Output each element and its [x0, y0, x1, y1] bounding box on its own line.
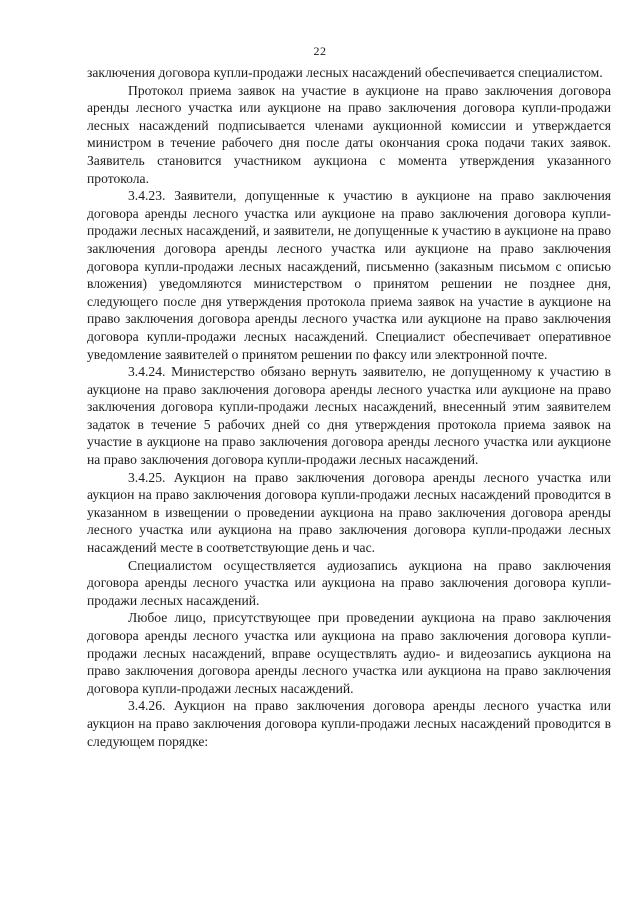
paragraph-continuation: заключения договора купли-продажи лесных насаждений обеспечивается специалистом.: [87, 65, 603, 80]
paragraph-protocol: Протокол приема заявок на участие в аукционе на право заключения договора аренды лесного участка или аукционе на право заключения договора купли-продажи лесных насаждений подписывается членами аукционной комиссии и утверждается министром в течение рабочего дня после даты окончания срока подачи таких заявок. Заявитель становится участником аукциона с момента утверждения указанного протокола.: [87, 82, 611, 186]
paragraph-3-4-26: 3.4.26. Аукцион на право заключения договора аренды лесного участка или аукцион на право заключения договора купли-продажи лесных насаждений проводится в следующем порядке:: [87, 698, 611, 749]
paragraph-3-4-23: 3.4.23. Заявители, допущенные к участию в аукционе на право заключения договора аренды лесного участка или аукционе на право заключения договора купли-продажи лесных насаждений, и заявители, не допущенные к участию в аукционе на право заключения договора аренды лесного участка или аукционе на право заключения договора купли-продажи лесных насаждений, письменно (заказным письмом с описью вложения) уведомляются министерством о принятом решении не позднее дня, следующего после дня утверждения протокола приема заявок на участие в аукционе на право заключения договора аренды лесного участка или аукционе на право заключения договора купли-продажи лесных насаждений. Специалист обеспечивает оперативное уведомление заявителей о принятом решении по факсу или электронной почте.: [87, 188, 611, 362]
paragraph-audio-recording: Специалистом осуществляется аудиозапись аукциона на право заключения договора аренды лесного участка или аукциона на право заключения договора купли-продажи лесных насаждений.: [87, 557, 611, 608]
paragraph-3-4-24: 3.4.24. Министерство обязано вернуть заявителю, не допущенному к участию в аукционе на право заключения договора аренды лесного участка или аукционе на право заключения договора купли-продажи лесных насаждений, внесенный этим заявителем задаток в течение 5 рабочих дней со дня утверждения протокола приема заявок на участие в аукционе на право заключения договора аренды лесного участка или аукционе на право заключения договора купли-продажи лесных насаждений.: [87, 364, 611, 468]
paragraph-any-person: Любое лицо, присутствующее при проведении аукциона на право заключения договора аренды лесного участка или аукциона на право заключения договора купли-продажи лесных насаждений, вправе осуществлять аудио- и видеозапись аукциона на право заключения договора аренды лесного участка или аукциона на право заключения договора купли-продажи лесных насаждений.: [87, 610, 611, 696]
page-number: 22: [313, 44, 327, 58]
paragraph-3-4-25: 3.4.25. Аукцион на право заключения договора аренды лесного участка или аукцион на право заключения договора купли-продажи лесных насаждений проводится в указанном в извещении о проведении аукциона на право заключения договора аренды лесного участка или аукциона на право заключения договора купли-продажи лесных насаждений месте в соответствующие день и час.: [87, 469, 611, 556]
document-body: [87, 64, 611, 750]
